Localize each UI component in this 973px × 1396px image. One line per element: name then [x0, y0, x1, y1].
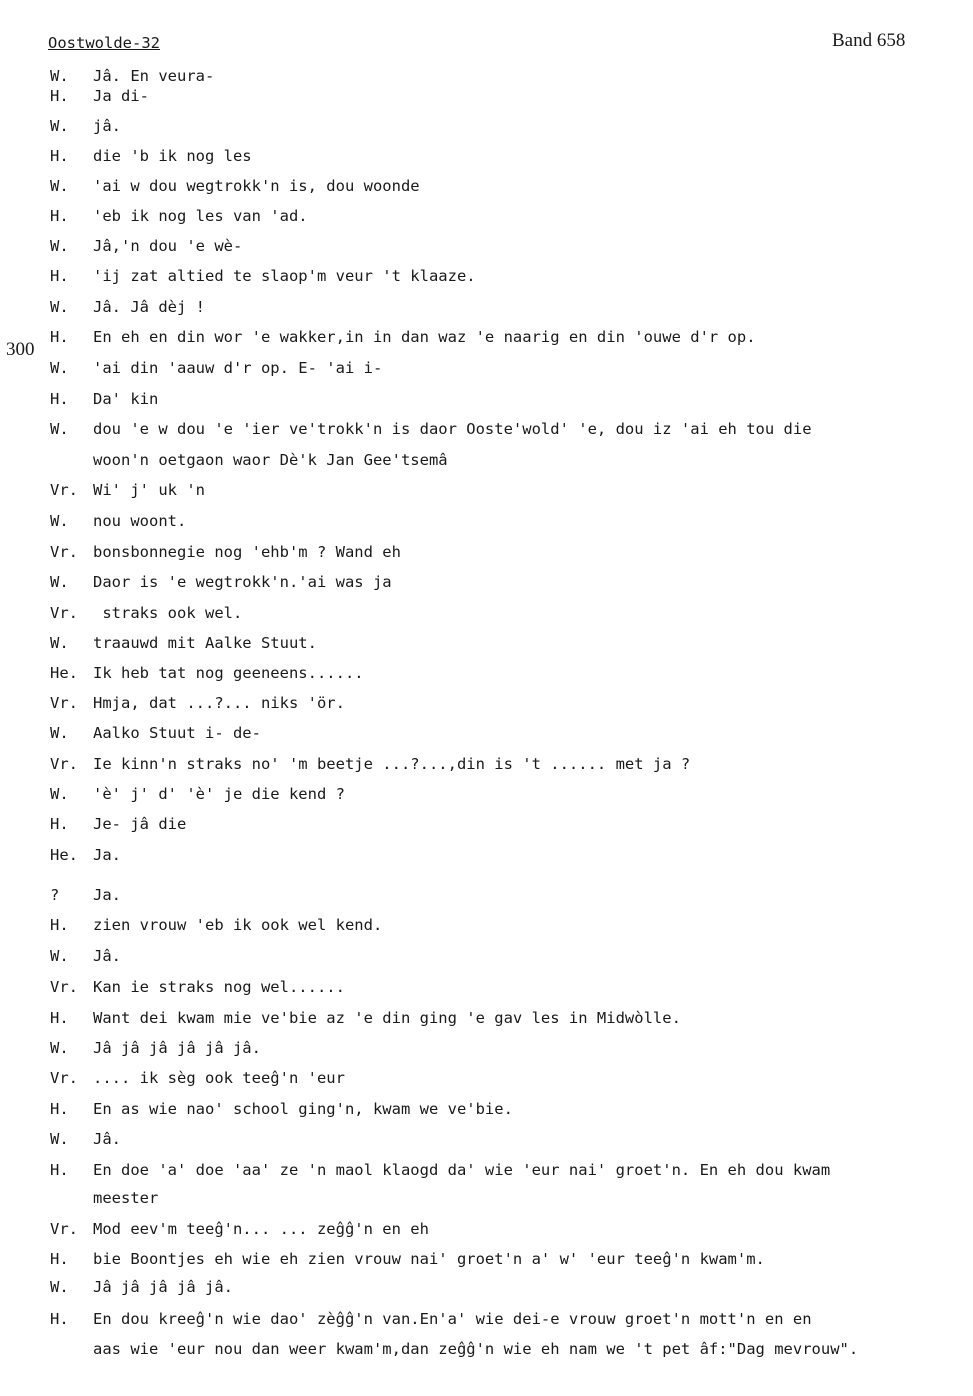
line-text: 'è' j' d' 'è' je die kend ? — [93, 785, 345, 803]
speaker-label: W. — [50, 1039, 69, 1057]
speaker-label: H. — [50, 207, 69, 225]
line-text: 'eb ik nog les van 'ad. — [93, 207, 308, 225]
speaker-label: H. — [50, 815, 69, 833]
line-text: Mod eev'm teeĝ'n... ... zeĝĝ'n en eh — [93, 1220, 429, 1238]
speaker-label: W. — [50, 1278, 69, 1296]
line-text: Ja. — [93, 846, 121, 864]
line-text: dou 'e w dou 'e 'ier ve'trokk'n is daor Ooste'wold' 'e, dou iz 'ai eh tou die — [93, 420, 812, 438]
transcript-line — [0, 1161, 973, 1217]
line-text: nou woont. — [93, 512, 187, 530]
line-text: En as wie nao' school ging'n, kwam we ve'bie. — [93, 1100, 513, 1118]
speaker-label: Vr. — [50, 978, 78, 996]
line-text: die 'b ik nog les — [93, 147, 252, 165]
line-text: 'ai din 'aauw d'r op. E- 'ai i- — [93, 359, 383, 377]
transcript-line — [0, 785, 973, 811]
band-number: Band 658 — [832, 30, 906, 51]
transcript-line — [0, 328, 973, 354]
transcript-line — [0, 1250, 973, 1276]
transcript-line — [0, 237, 973, 263]
speaker-label: Vr. — [50, 755, 78, 773]
transcript-line — [0, 1130, 973, 1156]
speaker-label: H. — [50, 1310, 69, 1328]
transcript-line — [0, 117, 973, 143]
speaker-label: He. — [50, 846, 78, 864]
line-text: Want dei kwam mie ve'bie az 'e din ging 'e gav les in Midwòlle. — [93, 1009, 681, 1027]
line-text: Da' kin — [93, 390, 159, 408]
speaker-label: H. — [50, 87, 69, 105]
speaker-label: Vr. — [50, 1069, 78, 1087]
speaker-label: W. — [50, 724, 69, 742]
transcript-line — [0, 298, 973, 324]
speaker-label: H. — [50, 267, 69, 285]
speaker-label: H. — [50, 147, 69, 165]
line-continuation: woon'n oetgaon waor Dè'k Jan Gee'tsemâ — [93, 451, 448, 469]
transcript-line — [0, 634, 973, 660]
line-text: Jâ. — [93, 947, 121, 965]
transcript-line — [0, 207, 973, 233]
speaker-label: W. — [50, 634, 69, 652]
speaker-label: ? — [50, 886, 60, 904]
line-text: En doe 'a' doe 'aa' ze 'n maol klaogd da' wie 'eur nai' groet'n. En eh dou kwam — [93, 1161, 831, 1179]
speaker-label: W. — [50, 117, 69, 135]
speaker-label: W. — [50, 573, 69, 591]
transcript-line — [0, 87, 973, 113]
line-text: Je- jâ die — [93, 815, 187, 833]
speaker-label: W. — [50, 512, 69, 530]
line-text: Ik heb tat nog geeneens...... — [93, 664, 364, 682]
speaker-label: W. — [50, 1130, 69, 1148]
line-text: Kan ie straks nog wel...... — [93, 978, 345, 996]
transcript-line — [0, 755, 973, 781]
speaker-label: He. — [50, 664, 78, 682]
transcript-line — [0, 1278, 973, 1304]
transcript-line — [0, 604, 973, 630]
transcript-line — [0, 978, 973, 1004]
line-text: Jâ jâ jâ jâ jâ. — [93, 1278, 233, 1296]
transcript-line — [0, 1310, 973, 1366]
speaker-label: W. — [50, 298, 69, 316]
line-text: traauwd mit Aalke Stuut. — [93, 634, 317, 652]
transcript-line — [0, 177, 973, 203]
line-text: 'ij zat altied te slaop'm veur 't klaaze. — [93, 267, 476, 285]
speaker-label: Vr. — [50, 694, 78, 712]
transcript-line — [0, 886, 973, 912]
speaker-label: W. — [50, 177, 69, 195]
transcript-line — [0, 481, 973, 507]
speaker-label: H. — [50, 916, 69, 934]
document-title: Oostwolde-32 — [48, 34, 160, 52]
transcript-line — [0, 420, 973, 476]
speaker-label: H. — [50, 328, 69, 346]
transcript-line — [0, 573, 973, 599]
speaker-label: Vr. — [50, 481, 78, 499]
speaker-label: H. — [50, 1100, 69, 1118]
transcript-line — [0, 543, 973, 569]
line-text: Jâ. Jâ dèj ! — [93, 298, 205, 316]
line-text: Jâ. En veura- — [93, 67, 215, 85]
speaker-label: H. — [50, 1009, 69, 1027]
line-text: jâ. — [93, 117, 121, 135]
line-text: Aalko Stuut i- de- — [93, 724, 261, 742]
transcript-line — [0, 1039, 973, 1065]
speaker-label: Vr. — [50, 543, 78, 561]
transcript-line — [0, 390, 973, 416]
transcript-line — [0, 1220, 973, 1246]
line-text: Ie kinn'n straks no' 'm beetje ...?...,din is 't ...... met ja ? — [93, 755, 691, 773]
line-text: En dou kreeĝ'n wie dao' zèĝĝ'n van.En'a' wie dei-e vrouw groet'n mott'n en en — [93, 1310, 812, 1328]
transcript-line — [0, 1100, 973, 1126]
line-text: Jâ jâ jâ jâ jâ jâ. — [93, 1039, 261, 1057]
line-text: Hmja, dat ...?... niks 'ör. — [93, 694, 345, 712]
transcript-line — [0, 724, 973, 750]
line-text: .... ik sèg ook teeĝ'n 'eur — [93, 1069, 345, 1087]
transcript-line — [0, 664, 973, 690]
transcript-line — [0, 846, 973, 872]
margin-line-number: 300 — [6, 339, 35, 360]
speaker-label: W. — [50, 947, 69, 965]
speaker-label: W. — [50, 420, 69, 438]
line-text: bie Boontjes eh wie eh zien vrouw nai' groet'n a' w' 'eur teeĝ'n kwam'm. — [93, 1250, 765, 1268]
line-text: Jâ,'n dou 'e wè- — [93, 237, 243, 255]
transcript-line — [0, 947, 973, 973]
line-continuation: meester — [93, 1189, 159, 1207]
speaker-label: Vr. — [50, 604, 78, 622]
speaker-label: H. — [50, 390, 69, 408]
line-text: 'ai w dou wegtrokk'n is, dou woonde — [93, 177, 420, 195]
line-continuation: aas wie 'eur nou dan weer kwam'm,dan zeĝĝ'n wie eh nam we 't pet âf:"Dag mevrouw". — [93, 1340, 859, 1358]
line-text: Ja di- — [93, 87, 149, 105]
transcript-line — [0, 147, 973, 173]
speaker-label: H. — [50, 1161, 69, 1179]
transcript-line — [0, 916, 973, 942]
line-text: straks ook wel. — [93, 604, 243, 622]
speaker-label: W. — [50, 237, 69, 255]
line-text: bonsbonnegie nog 'ehb'm ? Wand eh — [93, 543, 401, 561]
transcript-line — [0, 359, 973, 385]
line-text: Jâ. — [93, 1130, 121, 1148]
line-text: En eh en din wor 'e wakker,in in dan waz 'e naarig en din 'ouwe d'r op. — [93, 328, 756, 346]
line-text: Daor is 'e wegtrokk'n.'ai was ja — [93, 573, 392, 591]
transcript-line — [0, 694, 973, 720]
speaker-label: W. — [50, 67, 69, 85]
transcript-line — [0, 512, 973, 538]
line-text: Wi' j' uk 'n — [93, 481, 205, 499]
line-text: Ja. — [93, 886, 121, 904]
speaker-label: H. — [50, 1250, 69, 1268]
transcript-line — [0, 815, 973, 841]
transcript-line — [0, 267, 973, 293]
transcript-line — [0, 1069, 973, 1095]
speaker-label: Vr. — [50, 1220, 78, 1238]
line-text: zien vrouw 'eb ik ook wel kend. — [93, 916, 383, 934]
speaker-label: W. — [50, 785, 69, 803]
transcript-line — [0, 1009, 973, 1035]
speaker-label: W. — [50, 359, 69, 377]
